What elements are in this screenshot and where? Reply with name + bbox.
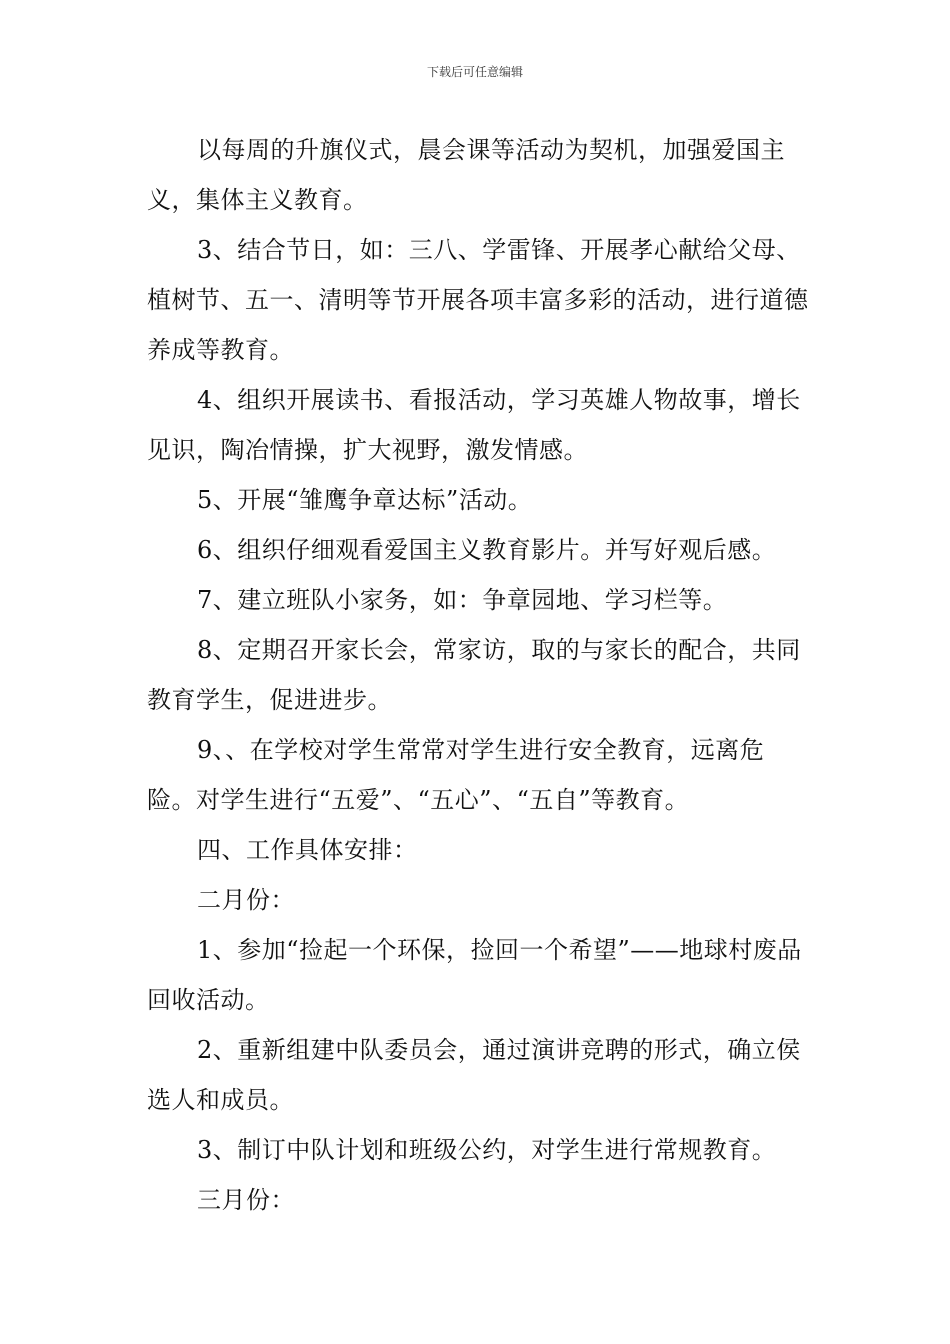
paragraph-item-8-parent-meetings: 8、定期召开家长会，常家访，取的与家长的配合，共同教育学生，促进进步。: [147, 636, 801, 714]
paragraph-item-4-reading: 4、组织开展读书、看报活动，学习英雄人物故事，增长见识，陶冶情操，扩大视野，激发情感。: [147, 386, 801, 464]
paragraph-feb-item-2: 2、重新组建中队委员会，通过演讲竞聘的形式，确立侯选人和成员。: [147, 1036, 801, 1114]
document-body: [147, 125, 809, 1225]
paragraph-item-7-class-tasks: 7、建立班队小家务，如：争章园地、学习栏等。: [197, 586, 728, 614]
paragraph-feb-item-3: 3、制订中队计划和班级公约，对学生进行常规教育。: [197, 1136, 777, 1164]
paragraph-item-9-safety: 9、、在学校对学生常常对学生进行安全教育，远离危险。对学生进行“五爱”、“五心”、“五自”等教育。: [147, 736, 765, 814]
paragraph-feb-item-1: 1、参加“捡起一个环保，捡回一个希望”——地球村废品回收活动。: [147, 936, 802, 1014]
paragraph-item-6-films: 6、组织仔细观看爱国主义教育影片。并写好观后感。: [197, 536, 777, 564]
month-heading-february: 二月份：: [197, 886, 295, 914]
paragraph-item-5-eagle-badge: 5、开展“雏鹰争章达标”活动。: [197, 486, 533, 514]
paragraph-patriotism-education: 以每周的升旗仪式，晨会课等活动为契机，加强爱国主义，集体主义教育。: [147, 136, 785, 214]
paragraph-item-3-holidays: 3、结合节日，如：三八、学雷锋、开展孝心献给父母、植树节、五一、清明等节开展各项丰富多彩的活动，进行道德养成等教育。: [147, 236, 809, 364]
month-heading-march: 三月份：: [197, 1186, 295, 1214]
page-header: 下载后可任意编辑: [426, 65, 523, 79]
section-heading-schedule: 四、工作具体安排：: [197, 836, 418, 864]
